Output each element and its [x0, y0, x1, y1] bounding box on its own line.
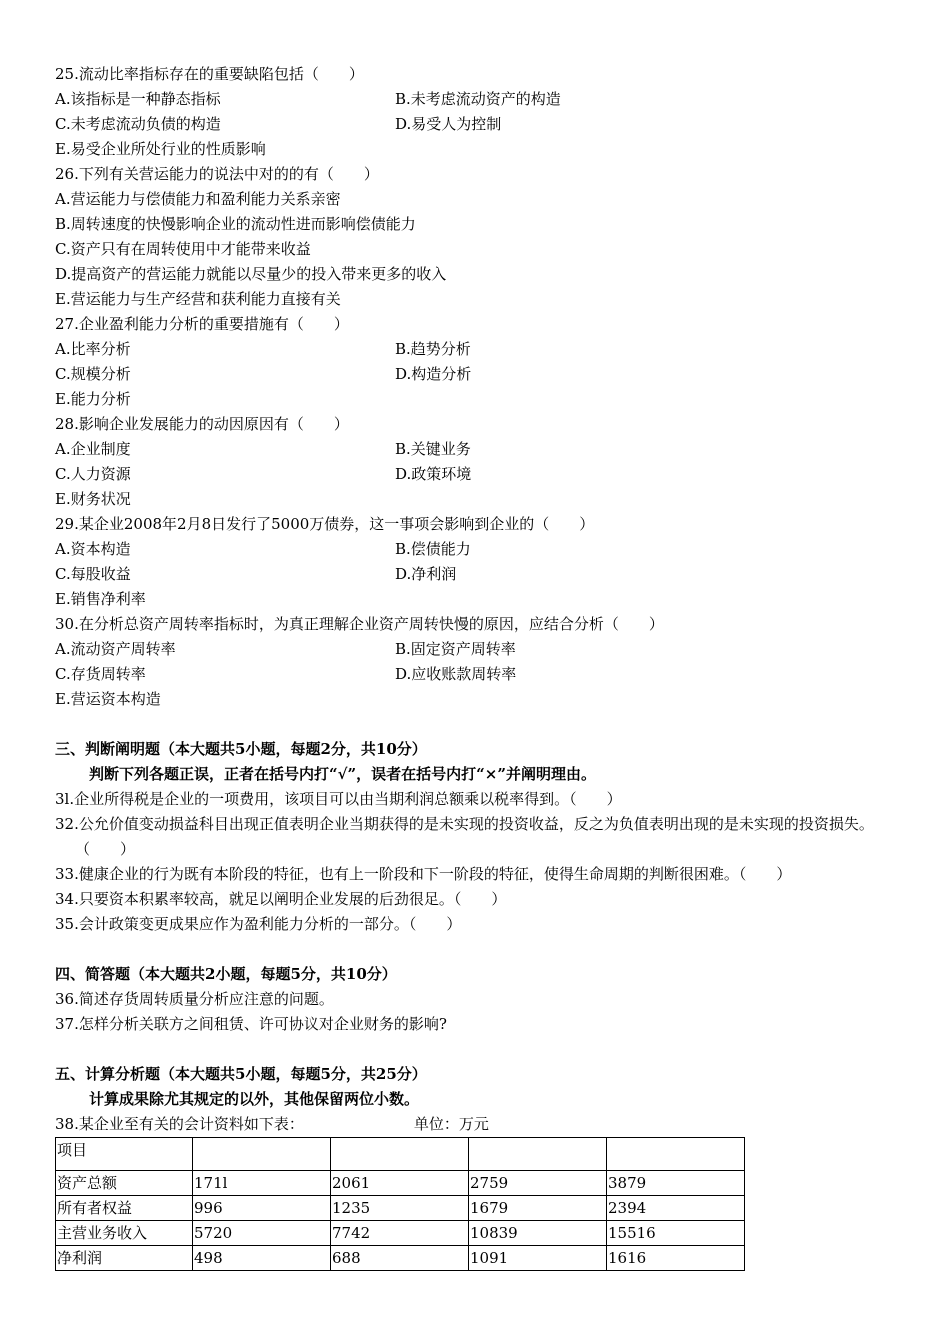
judgement-item: 35.会计政策变更成果应作为盈利能力分析的一部分。（ ） — [55, 915, 462, 933]
options-row — [55, 462, 905, 487]
table-cell: 996 — [193, 1196, 331, 1221]
section-title: 五、计算分析题（本大题共5小题，每题5分，共25分） — [55, 1065, 427, 1083]
option-d: D.应收账款周转率 — [395, 665, 517, 683]
unit-label: 单位：万元 — [413, 1115, 489, 1133]
judgement-item: 32.公允价值变动损益科目出现正值表明企业当期获得的是未实现的投资收益，反之为负值表明出现的是未实现的投资损失。（ ） — [55, 815, 874, 858]
option-a: A.该指标是一种静态指标 — [55, 90, 221, 108]
option-c: C.未考虑流动负债的构造 — [55, 115, 221, 133]
option-b: B.趋势分析 — [395, 340, 471, 358]
option-a: A.资本构造 — [55, 540, 131, 558]
options-row — [55, 87, 905, 112]
option-c: C.规模分析 — [55, 365, 131, 383]
section-instruction: 判断下列各题正误，正者在括号内打“√”，误者在括号内打“×”并阐明理由。 — [89, 765, 596, 783]
table-header-cell: 项目 — [56, 1138, 193, 1171]
table-cell: 净利润 — [56, 1246, 193, 1271]
table-cell: 2394 — [607, 1196, 745, 1221]
question-stem: 25.流动比率指标存在的重要缺陷包括（ ） — [55, 65, 364, 83]
judgement-item: 34.只要资本积累率较高，就足以阐明企业发展的后劲很足。（ ） — [55, 890, 507, 908]
document-page — [55, 62, 905, 1271]
section-instruction: 计算成果除尤其规定的以外，其他保留两位小数。 — [89, 1090, 420, 1108]
table-header-cell — [469, 1138, 607, 1171]
table-header-row — [56, 1138, 745, 1171]
option-b: B.固定资产周转率 — [395, 640, 516, 658]
table-cell: 所有者权益 — [56, 1196, 193, 1221]
option-a: A.企业制度 — [55, 440, 131, 458]
table-cell: 7742 — [331, 1221, 469, 1246]
short-answer-item: 36.简述存货周转质量分析应注意的问题。 — [55, 990, 334, 1008]
option-b: B.偿债能力 — [395, 540, 471, 558]
question-38-stem: 38.某企业至有关的会计资料如下表： — [55, 1115, 304, 1133]
table-cell: 1091 — [469, 1246, 607, 1271]
question-stem: 28.影响企业发展能力的动因原因有（ ） — [55, 415, 349, 433]
option-c: C.人力资源 — [55, 465, 131, 483]
judgement-item: 33.健康企业的行为既有本阶段的特征，也有上一阶段和下一阶段的特征，使得生命周期的判断很困难。（ ） — [55, 865, 792, 883]
option-d: D.构造分析 — [395, 365, 472, 383]
option-a: A.比率分析 — [55, 340, 131, 358]
table-row — [56, 1171, 745, 1196]
option-a: A.营运能力与偿债能力和盈利能力关系亲密 — [55, 190, 341, 208]
options-row — [55, 437, 905, 462]
options-row — [55, 362, 905, 387]
table-cell: 5720 — [193, 1221, 331, 1246]
option-c: C.每股收益 — [55, 565, 131, 583]
option-b: B.周转速度的快慢影响企业的流动性进而影响偿债能力 — [55, 215, 416, 233]
table-row — [56, 1246, 745, 1271]
table-row — [56, 1196, 745, 1221]
table-cell: 2759 — [469, 1171, 607, 1196]
table-row — [56, 1221, 745, 1246]
table-cell: 资产总额 — [56, 1171, 193, 1196]
table-cell: 1616 — [607, 1246, 745, 1271]
table-cell: 498 — [193, 1246, 331, 1271]
table-cell: 1235 — [331, 1196, 469, 1221]
judgement-item: 3l.企业所得税是企业的一项费用，该项目可以由当期利润总额乘以税率得到。（ ） — [55, 790, 622, 808]
option-d: D.易受人为控制 — [395, 115, 502, 133]
option-a: A.流动资产周转率 — [55, 640, 176, 658]
table-header-cell — [607, 1138, 745, 1171]
options-row — [55, 337, 905, 362]
option-b: B.关键业务 — [395, 440, 471, 458]
question-stem: 26.下列有关营运能力的说法中对的的有（ ） — [55, 165, 379, 183]
options-row — [55, 662, 905, 687]
table-cell: 3879 — [607, 1171, 745, 1196]
question-stem: 30.在分析总资产周转率指标时，为真正理解企业资产周转快慢的原因，应结合分析（ ） — [55, 615, 664, 633]
option-e: E.营运资本构造 — [55, 690, 161, 708]
option-b: B.未考虑流动资产的构造 — [395, 90, 561, 108]
option-e: E.能力分析 — [55, 390, 131, 408]
table-cell: 171l — [193, 1171, 331, 1196]
short-answer-item: 37.怎样分析关联方之间租赁、许可协议对企业财务的影响? — [55, 1015, 447, 1033]
options-row — [55, 637, 905, 662]
option-e: E.易受企业所处行业的性质影响 — [55, 140, 266, 158]
option-d: D.政策环境 — [395, 465, 472, 483]
question-stem: 29.某企业2008年2月8日发行了5000万债券，这一事项会影响到企业的（ ） — [55, 515, 595, 533]
table-cell: 2061 — [331, 1171, 469, 1196]
option-c: C.存货周转率 — [55, 665, 146, 683]
table-header-cell — [193, 1138, 331, 1171]
options-row — [55, 537, 905, 562]
section-title: 三、判断阐明题（本大题共5小题，每题2分，共10分） — [55, 740, 427, 758]
table-cell: 主营业务收入 — [56, 1221, 193, 1246]
financial-data-table — [55, 1137, 745, 1271]
table-cell: 15516 — [607, 1221, 745, 1246]
table-cell: 688 — [331, 1246, 469, 1271]
option-c: C.资产只有在周转使用中才能带来收益 — [55, 240, 311, 258]
option-d: D.净利润 — [395, 565, 457, 583]
option-e: E.销售净利率 — [55, 590, 146, 608]
table-cell: 1679 — [469, 1196, 607, 1221]
section-title: 四、简答题（本大题共2小题，每题5分，共10分） — [55, 965, 397, 983]
question-38 — [55, 1112, 905, 1137]
question-stem: 27.企业盈利能力分析的重要措施有（ ） — [55, 315, 349, 333]
table-header-cell — [331, 1138, 469, 1171]
table-cell: 10839 — [469, 1221, 607, 1246]
option-d: D.提高资产的营运能力就能以尽量少的投入带来更多的收入 — [55, 265, 447, 283]
options-row — [55, 562, 905, 587]
option-e: E.营运能力与生产经营和获利能力直接有关 — [55, 290, 341, 308]
options-row — [55, 112, 905, 137]
option-e: E.财务状况 — [55, 490, 131, 508]
